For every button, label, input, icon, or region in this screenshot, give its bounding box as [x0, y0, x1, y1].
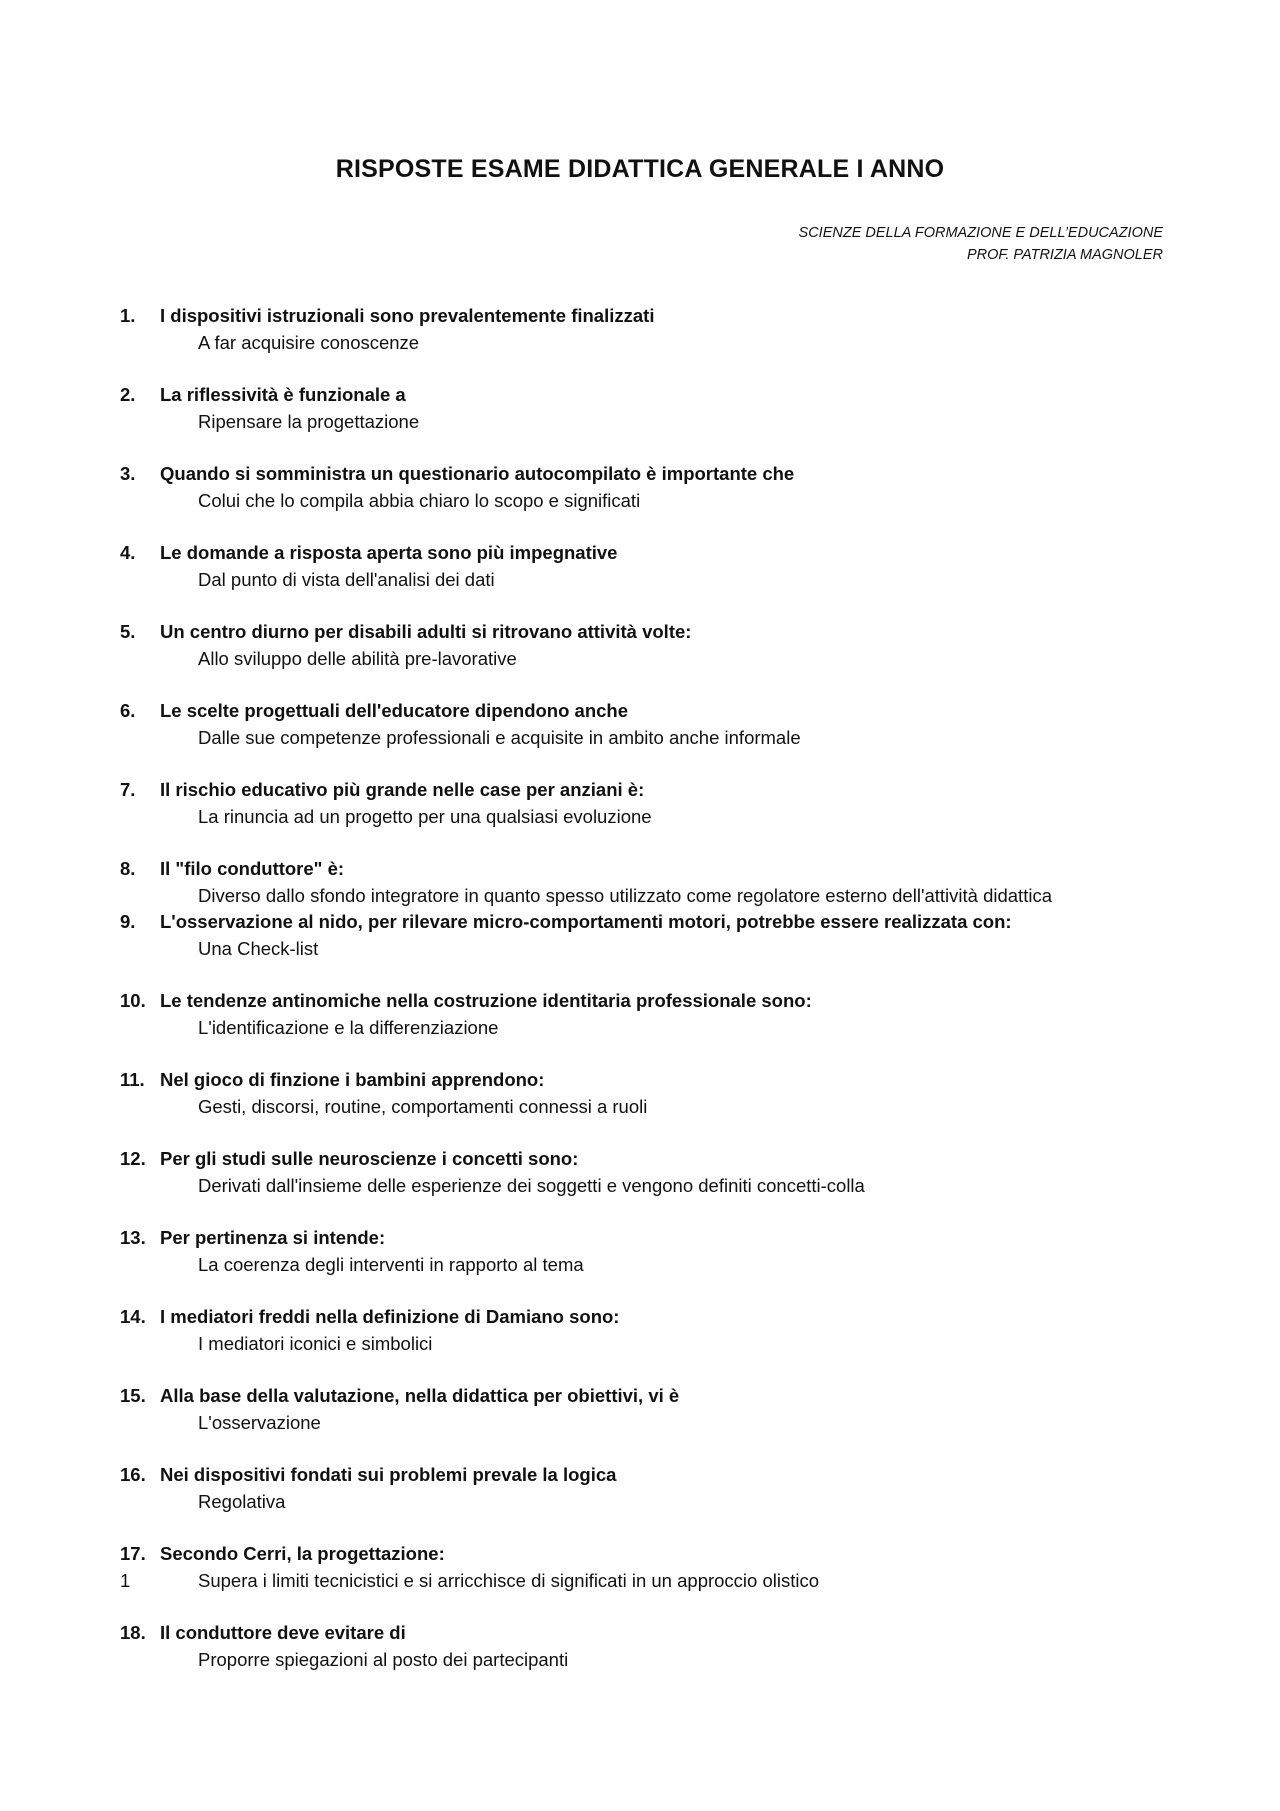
- qa-item: [120, 1304, 1180, 1357]
- answer-text: Colui che lo compila abbia chiaro lo scopo e significati: [198, 489, 641, 511]
- qa-item: [120, 856, 1180, 909]
- answer-text: Regolativa: [198, 1490, 286, 1512]
- answer-text: La rinuncia ad un progetto per una qualsiasi evoluzione: [198, 805, 652, 827]
- qa-item: [120, 1462, 1180, 1515]
- item-number: 4.: [120, 542, 136, 563]
- answer-text: Allo sviluppo delle abilità pre-lavorative: [198, 647, 517, 669]
- question-text: Per gli studi sulle neuroscienze i concetti sono:: [160, 1148, 579, 1169]
- question-text: L'osservazione al nido, per rilevare micro-comportamenti motori, potrebbe essere realizzata con:: [160, 911, 1012, 932]
- qa-item: [120, 988, 1180, 1041]
- answer-text: Supera i limiti tecnicistici e si arricchisce di significati in un approccio olistico: [198, 1569, 820, 1591]
- qa-item: [120, 461, 1180, 514]
- item-number: 13.: [120, 1227, 146, 1248]
- item-number: 1.: [120, 305, 136, 326]
- answer-text: Una Check-list: [198, 937, 319, 959]
- item-number: 5.: [120, 621, 136, 642]
- answer-sub-number: 1: [120, 1569, 131, 1591]
- question-text: Il "filo conduttore" è:: [160, 858, 345, 879]
- qa-item: [120, 1146, 1180, 1199]
- question-text: Per pertinenza si intende:: [160, 1227, 386, 1248]
- answer-text: Gesti, discorsi, routine, comportamenti connessi a ruoli: [198, 1095, 648, 1117]
- qa-item: [120, 1541, 1180, 1594]
- question-text: Nel gioco di finzione i bambini apprendono:: [160, 1069, 545, 1090]
- question-text: I dispositivi istruzionali sono prevalentemente finalizzati: [160, 305, 655, 326]
- question-text: Il rischio educativo più grande nelle case per anziani è:: [160, 779, 645, 800]
- answer-text: Diverso dallo sfondo integratore in quanto spesso utilizzato come regolatore esterno dell'attività didattica: [198, 884, 1052, 906]
- item-number: 18.: [120, 1622, 146, 1643]
- answer-text: L'osservazione: [198, 1411, 321, 1433]
- answer-text: Ripensare la progettazione: [198, 410, 420, 432]
- item-number: 17.: [120, 1543, 146, 1564]
- question-text: Un centro diurno per disabili adulti si ritrovano attività volte:: [160, 621, 692, 642]
- question-text: Quando si somministra un questionario autocompilato è importante che: [160, 463, 795, 484]
- answer-text: A far acquisire conoscenze: [198, 331, 420, 353]
- answer-text: La coerenza degli interventi in rapporto al tema: [198, 1253, 584, 1275]
- answer-text: Dalle sue competenze professionali e acquisite in ambito anche informale: [198, 726, 801, 748]
- answer-text: I mediatori iconici e simbolici: [198, 1332, 433, 1354]
- qa-item: [120, 1225, 1180, 1278]
- answer-text: Dal punto di vista dell'analisi dei dati: [198, 568, 495, 590]
- course-name: SCIENZE DELLA FORMAZIONE E DELL’EDUCAZIONE: [798, 225, 1163, 241]
- question-text: Nei dispositivi fondati sui problemi prevale la logica: [160, 1464, 617, 1485]
- professor-name: PROF. PATRIZIA MAGNOLER: [966, 247, 1163, 263]
- qa-item: [120, 619, 1180, 672]
- question-text: Alla base della valutazione, nella didattica per obiettivi, vi è: [160, 1385, 680, 1406]
- document-subtitle: [799, 222, 1163, 266]
- item-number: 3.: [120, 463, 136, 484]
- item-number: 8.: [120, 858, 136, 879]
- item-number: 14.: [120, 1306, 146, 1327]
- question-text: Il conduttore deve evitare di: [160, 1622, 406, 1643]
- qa-item: [120, 1383, 1180, 1436]
- question-text: Le scelte progettuali dell'educatore dipendono anche: [160, 700, 629, 721]
- qa-item: [120, 909, 1180, 962]
- qa-item: [120, 1620, 1180, 1673]
- question-text: La riflessività è funzionale a: [160, 384, 406, 405]
- qa-item: [120, 1067, 1180, 1120]
- item-number: 9.: [120, 911, 136, 932]
- qa-item: [120, 303, 1180, 356]
- qa-item: [120, 777, 1180, 830]
- item-number: 10.: [120, 990, 146, 1011]
- question-text: Secondo Cerri, la progettazione:: [160, 1543, 445, 1564]
- item-number: 7.: [120, 779, 136, 800]
- question-text: I mediatori freddi nella definizione di Damiano sono:: [160, 1306, 620, 1327]
- question-text: Le domande a risposta aperta sono più impegnative: [160, 542, 618, 563]
- item-number: 16.: [120, 1464, 146, 1485]
- item-number: 11.: [120, 1069, 145, 1090]
- item-number: 6.: [120, 700, 136, 721]
- item-number: 15.: [120, 1385, 146, 1406]
- question-answer-list: [120, 303, 1180, 1699]
- item-number: 12.: [120, 1148, 146, 1169]
- answer-text: Derivati dall'insieme delle esperienze dei soggetti e vengono definiti concetti-colla: [198, 1174, 865, 1196]
- answer-text: L'identificazione e la differenziazione: [198, 1016, 499, 1038]
- qa-item: [120, 382, 1180, 435]
- question-text: Le tendenze antinomiche nella costruzione identitaria professionale sono:: [160, 990, 812, 1011]
- document-title: RISPOSTE ESAME DIDATTICA GENERALE I ANNO: [335, 155, 945, 183]
- qa-item: [120, 540, 1180, 593]
- item-number: 2.: [120, 384, 136, 405]
- answer-text: Proporre spiegazioni al posto dei partecipanti: [198, 1648, 569, 1670]
- qa-item: [120, 698, 1180, 751]
